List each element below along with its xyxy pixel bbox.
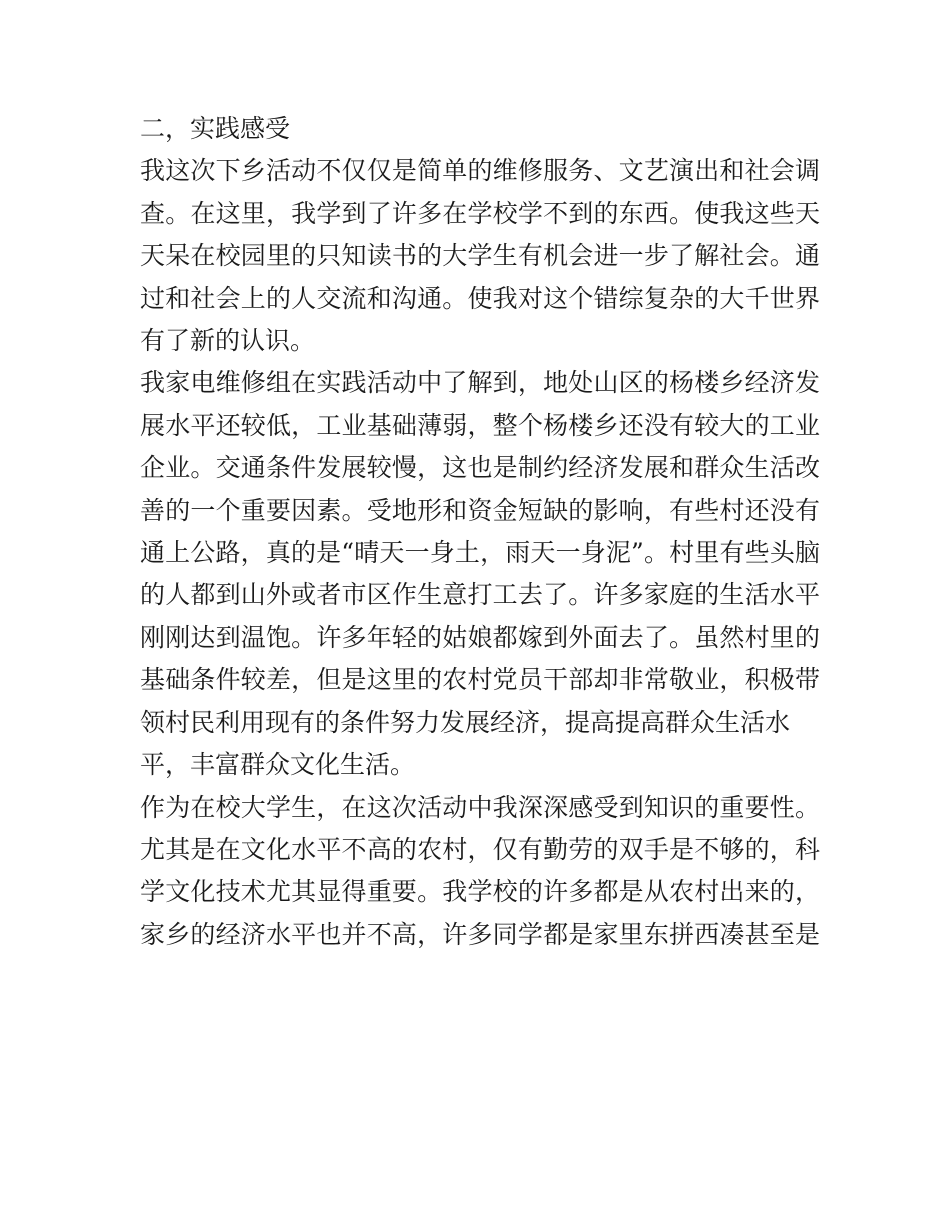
section-heading: 二，实践感受 [140, 114, 291, 143]
paragraph-2-line: 我家电维修组在实践活动中了解到，地处山区的杨楼乡经济发 [140, 368, 820, 398]
paragraph-1-line: 我这次下乡活动不仅仅是简单的维修服务、文艺演出和社会调 [140, 156, 820, 186]
paragraph-1-line: 天呆在校园里的只知读书的大学生有机会进一步了解社会。通 [140, 241, 820, 271]
paragraph-3-line: 尤其是在文化水平不高的农村，仅有勤劳的双手是不够的，科 [140, 834, 820, 864]
paragraph-2-line: 展水平还较低，工业基础薄弱，整个杨楼乡还没有较大的工业 [140, 410, 820, 440]
body-text [140, 108, 820, 956]
paragraph-2-line: 企业。交通条件发展较慢，这也是制约经济发展和群众生活改 [140, 453, 820, 483]
paragraph-2-line: 平，丰富群众文化生活。 [140, 750, 416, 780]
paragraph-2-line: 的人都到山外或者市区作生意打工去了。许多家庭的生活水平 [140, 580, 820, 610]
paragraph-2-line: 通上公路，真的是“晴天一身土，雨天一身泥”。村里有些头脑 [140, 538, 820, 568]
paragraph-2-line: 刚刚达到温饱。许多年轻的姑娘都嫁到外面去了。虽然村里的 [140, 622, 820, 652]
paragraph-2-line: 基础条件较差，但是这里的农村党员干部却非常敬业，积极带 [140, 665, 820, 695]
paragraph-2-line: 领村民利用现有的条件努力发展经济，提高提高群众生活水 [140, 707, 791, 737]
paragraph-3-line: 学文化技术尤其显得重要。我学校的许多都是从农村出来的， [140, 877, 820, 907]
paragraph-3-line: 作为在校大学生，在这次活动中我深深感受到知识的重要性。 [140, 792, 820, 822]
paragraph-1-line: 过和社会上的人交流和沟通。使我对这个错综复杂的大千世界 [140, 283, 820, 313]
paragraph-2-line: 善的一个重要因素。受地形和资金短缺的影响，有些村还没有 [140, 495, 820, 525]
paragraph-3-line: 家乡的经济水平也并不高，许多同学都是家里东拼西凑甚至是 [140, 919, 820, 949]
paragraph-1-line: 有了新的认识。 [140, 326, 316, 356]
paragraph-1-line: 查。在这里，我学到了许多在学校学不到的东西。使我这些天 [140, 198, 820, 228]
